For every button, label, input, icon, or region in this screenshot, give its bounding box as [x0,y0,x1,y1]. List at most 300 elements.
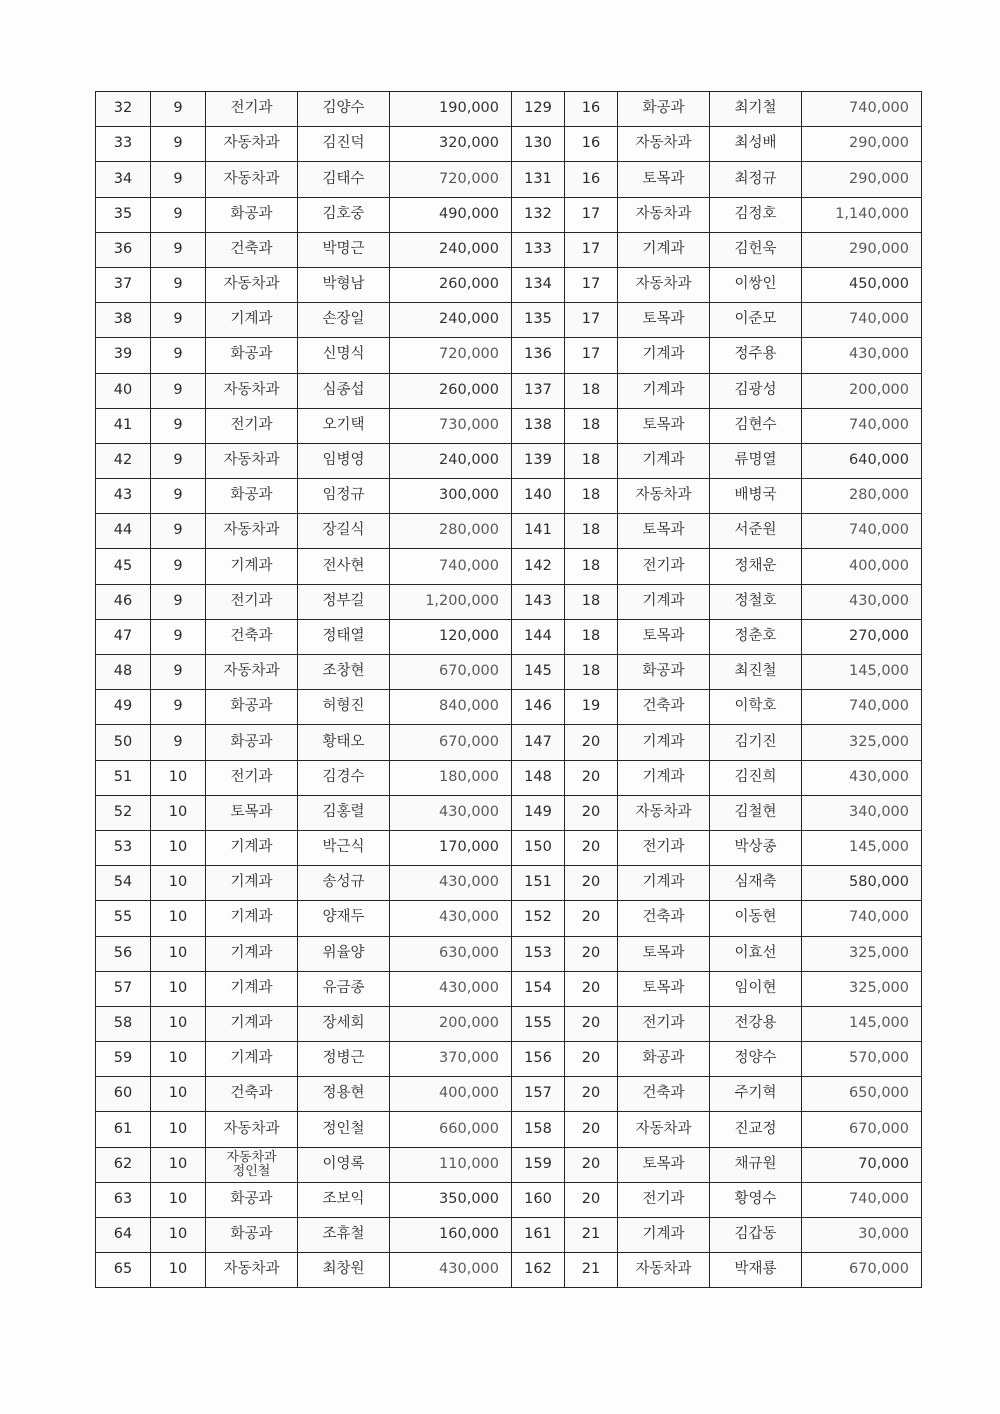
left-row-number-cell: 55 [96,901,151,936]
right-person-name-cell: 김갑동 [710,1218,802,1253]
right-department-cell: 화공과 [618,655,710,690]
right-department-cell: 자동차과 [618,127,710,162]
right-class-year-cell: 18 [565,619,618,654]
right-class-year-cell: 18 [565,479,618,514]
left-department-cell: 화공과 [206,338,298,373]
right-person-name-cell: 박재룡 [710,1253,802,1288]
left-amount-cell: 720,000 [390,162,512,197]
left-person-name-cell: 정병근 [298,1042,390,1077]
right-class-year-cell: 20 [565,1147,618,1182]
right-department-cell: 자동차과 [618,267,710,302]
right-amount-cell: 740,000 [802,1182,922,1217]
left-person-name-cell: 심종섭 [298,373,390,408]
right-row-number-cell: 142 [512,549,565,584]
left-amount-cell: 490,000 [390,197,512,232]
table-row [96,338,922,373]
left-department-cell: 화공과 [206,1218,298,1253]
left-department-cell: 자동차과 [206,655,298,690]
right-class-year-cell: 20 [565,1112,618,1147]
right-department-cell: 자동차과 [618,795,710,830]
right-class-year-cell: 21 [565,1253,618,1288]
left-row-number-cell: 33 [96,127,151,162]
left-amount-cell: 670,000 [390,655,512,690]
table-row [96,127,922,162]
left-person-name-cell: 양재두 [298,901,390,936]
left-amount-cell: 430,000 [390,866,512,901]
table-row [96,971,922,1006]
right-department-cell: 건축과 [618,901,710,936]
right-row-number-cell: 137 [512,373,565,408]
right-row-number-cell: 132 [512,197,565,232]
left-class-year-cell: 9 [151,92,206,127]
right-department-cell: 토목과 [618,1147,710,1182]
right-class-year-cell: 20 [565,760,618,795]
left-department-cell: 전기과 [206,408,298,443]
left-department-cell: 전기과 [206,584,298,619]
left-person-name-cell: 신명식 [298,338,390,373]
right-row-number-cell: 135 [512,303,565,338]
table-row [96,760,922,795]
right-person-name-cell: 김진희 [710,760,802,795]
left-class-year-cell: 9 [151,197,206,232]
left-department-cell: 전기과 [206,92,298,127]
table-row [96,619,922,654]
right-row-number-cell: 155 [512,1006,565,1041]
left-amount-cell: 200,000 [390,1006,512,1041]
right-department-cell: 화공과 [618,1042,710,1077]
left-row-number-cell: 32 [96,92,151,127]
right-row-number-cell: 131 [512,162,565,197]
left-row-number-cell: 61 [96,1112,151,1147]
left-class-year-cell: 9 [151,373,206,408]
table-row [96,1182,922,1217]
right-amount-cell: 270,000 [802,619,922,654]
left-row-number-cell: 56 [96,936,151,971]
right-department-cell: 자동차과 [618,1253,710,1288]
left-department-cell: 자동차과 [206,162,298,197]
left-person-name-cell: 오기택 [298,408,390,443]
table-row [96,1218,922,1253]
table-row [96,197,922,232]
table-row [96,690,922,725]
right-person-name-cell: 이쌍인 [710,267,802,302]
left-amount-cell: 190,000 [390,92,512,127]
left-department-cell: 자동차과 [206,514,298,549]
right-class-year-cell: 20 [565,725,618,760]
right-row-number-cell: 147 [512,725,565,760]
left-person-name-cell: 전사현 [298,549,390,584]
left-amount-cell: 240,000 [390,303,512,338]
left-class-year-cell: 10 [151,1042,206,1077]
right-person-name-cell: 박상종 [710,830,802,865]
table-row [96,655,922,690]
left-person-name-cell: 김홍렬 [298,795,390,830]
right-department-cell: 토목과 [618,162,710,197]
left-department-cell: 화공과 [206,1182,298,1217]
left-class-year-cell: 9 [151,267,206,302]
right-amount-cell: 70,000 [802,1147,922,1182]
right-department-cell: 기계과 [618,373,710,408]
table-row [96,92,922,127]
left-class-year-cell: 9 [151,479,206,514]
right-row-number-cell: 143 [512,584,565,619]
right-person-name-cell: 이효선 [710,936,802,971]
right-person-name-cell: 이준모 [710,303,802,338]
right-class-year-cell: 17 [565,232,618,267]
department-line-2: 정인철 [232,1163,271,1179]
right-row-number-cell: 160 [512,1182,565,1217]
left-row-number-cell: 41 [96,408,151,443]
left-department-cell: 기계과 [206,901,298,936]
left-class-year-cell: 10 [151,901,206,936]
left-amount-cell: 430,000 [390,901,512,936]
left-row-number-cell: 34 [96,162,151,197]
right-class-year-cell: 18 [565,655,618,690]
left-person-name-cell: 최창원 [298,1253,390,1288]
right-row-number-cell: 134 [512,267,565,302]
right-row-number-cell: 130 [512,127,565,162]
left-class-year-cell: 10 [151,1112,206,1147]
right-person-name-cell: 이동현 [710,901,802,936]
left-amount-cell: 120,000 [390,619,512,654]
left-row-number-cell: 52 [96,795,151,830]
right-department-cell: 토목과 [618,408,710,443]
right-row-number-cell: 139 [512,443,565,478]
left-amount-cell: 320,000 [390,127,512,162]
left-person-name-cell: 위율양 [298,936,390,971]
right-amount-cell: 450,000 [802,267,922,302]
right-class-year-cell: 17 [565,197,618,232]
right-amount-cell: 290,000 [802,127,922,162]
table-row [96,303,922,338]
left-person-name-cell: 정인철 [298,1112,390,1147]
left-amount-cell: 430,000 [390,1253,512,1288]
left-person-name-cell: 유금종 [298,971,390,1006]
left-person-name-cell: 허형진 [298,690,390,725]
right-person-name-cell: 진교정 [710,1112,802,1147]
left-row-number-cell: 54 [96,866,151,901]
table-row [96,162,922,197]
right-class-year-cell: 20 [565,971,618,1006]
right-class-year-cell: 16 [565,127,618,162]
table-row [96,584,922,619]
right-row-number-cell: 159 [512,1147,565,1182]
table-row [96,1077,922,1112]
right-person-name-cell: 김정호 [710,197,802,232]
left-row-number-cell: 53 [96,830,151,865]
right-amount-cell: 650,000 [802,1077,922,1112]
right-person-name-cell: 류명열 [710,443,802,478]
right-amount-cell: 325,000 [802,725,922,760]
right-amount-cell: 740,000 [802,514,922,549]
left-department-cell: 화공과 [206,479,298,514]
left-class-year-cell: 9 [151,162,206,197]
left-person-name-cell: 장길식 [298,514,390,549]
right-class-year-cell: 21 [565,1218,618,1253]
donation-ledger-table [95,91,922,1288]
right-row-number-cell: 136 [512,338,565,373]
right-department-cell: 기계과 [618,232,710,267]
left-class-year-cell: 9 [151,408,206,443]
left-person-name-cell: 황태오 [298,725,390,760]
left-person-name-cell: 송성규 [298,866,390,901]
left-row-number-cell: 45 [96,549,151,584]
left-class-year-cell: 10 [151,1182,206,1217]
right-class-year-cell: 17 [565,267,618,302]
left-class-year-cell: 10 [151,936,206,971]
left-class-year-cell: 10 [151,1077,206,1112]
left-row-number-cell: 47 [96,619,151,654]
right-class-year-cell: 17 [565,303,618,338]
right-class-year-cell: 20 [565,1006,618,1041]
right-class-year-cell: 20 [565,1042,618,1077]
table-row [96,479,922,514]
left-amount-cell: 240,000 [390,443,512,478]
left-class-year-cell: 9 [151,725,206,760]
right-person-name-cell: 배병국 [710,479,802,514]
left-row-number-cell: 39 [96,338,151,373]
left-department-cell: 자동차과 [206,373,298,408]
right-amount-cell: 325,000 [802,936,922,971]
right-department-cell: 건축과 [618,1077,710,1112]
right-class-year-cell: 20 [565,1182,618,1217]
left-row-number-cell: 64 [96,1218,151,1253]
left-amount-cell: 720,000 [390,338,512,373]
right-class-year-cell: 18 [565,373,618,408]
left-row-number-cell: 36 [96,232,151,267]
right-amount-cell: 740,000 [802,901,922,936]
left-amount-cell: 370,000 [390,1042,512,1077]
right-row-number-cell: 149 [512,795,565,830]
right-department-cell: 화공과 [618,92,710,127]
left-department-cell: 기계과 [206,971,298,1006]
right-amount-cell: 30,000 [802,1218,922,1253]
right-person-name-cell: 김철현 [710,795,802,830]
left-row-number-cell: 63 [96,1182,151,1217]
left-class-year-cell: 10 [151,866,206,901]
left-person-name-cell: 박명근 [298,232,390,267]
right-class-year-cell: 18 [565,408,618,443]
right-person-name-cell: 최기철 [710,92,802,127]
right-department-cell: 전기과 [618,1006,710,1041]
left-department-cell [206,1147,298,1182]
left-person-name-cell: 김태수 [298,162,390,197]
right-amount-cell: 200,000 [802,373,922,408]
right-row-number-cell: 151 [512,866,565,901]
right-person-name-cell: 최정규 [710,162,802,197]
right-amount-cell: 1,140,000 [802,197,922,232]
right-row-number-cell: 162 [512,1253,565,1288]
left-row-number-cell: 44 [96,514,151,549]
right-person-name-cell: 임이현 [710,971,802,1006]
left-department-cell: 기계과 [206,1006,298,1041]
right-department-cell: 토목과 [618,971,710,1006]
right-amount-cell: 740,000 [802,408,922,443]
left-row-number-cell: 46 [96,584,151,619]
left-amount-cell: 840,000 [390,690,512,725]
table-row [96,901,922,936]
left-department-cell: 토목과 [206,795,298,830]
left-class-year-cell: 10 [151,1006,206,1041]
left-amount-cell: 350,000 [390,1182,512,1217]
right-amount-cell: 430,000 [802,760,922,795]
left-amount-cell: 1,200,000 [390,584,512,619]
left-department-cell: 화공과 [206,725,298,760]
left-amount-cell: 170,000 [390,830,512,865]
right-amount-cell: 740,000 [802,92,922,127]
right-person-name-cell: 정주용 [710,338,802,373]
right-person-name-cell: 정춘호 [710,619,802,654]
left-person-name-cell: 조휴철 [298,1218,390,1253]
left-row-number-cell: 43 [96,479,151,514]
table-row [96,1112,922,1147]
left-amount-cell: 240,000 [390,232,512,267]
left-person-name-cell: 조보익 [298,1182,390,1217]
left-row-number-cell: 48 [96,655,151,690]
right-amount-cell: 145,000 [802,655,922,690]
left-row-number-cell: 40 [96,373,151,408]
right-class-year-cell: 20 [565,795,618,830]
left-person-name-cell: 김호중 [298,197,390,232]
right-person-name-cell: 전강용 [710,1006,802,1041]
right-class-year-cell: 20 [565,936,618,971]
left-row-number-cell: 37 [96,267,151,302]
right-amount-cell: 670,000 [802,1112,922,1147]
left-class-year-cell: 9 [151,338,206,373]
right-person-name-cell: 이학호 [710,690,802,725]
right-department-cell: 기계과 [618,1218,710,1253]
right-row-number-cell: 150 [512,830,565,865]
left-amount-cell: 400,000 [390,1077,512,1112]
left-amount-cell: 110,000 [390,1147,512,1182]
right-department-cell: 기계과 [618,584,710,619]
right-row-number-cell: 154 [512,971,565,1006]
left-department-cell: 자동차과 [206,1253,298,1288]
left-amount-cell: 260,000 [390,267,512,302]
right-department-cell: 전기과 [618,549,710,584]
left-person-name-cell: 이영록 [298,1147,390,1182]
right-row-number-cell: 153 [512,936,565,971]
left-department-cell: 전기과 [206,760,298,795]
table-row [96,373,922,408]
right-person-name-cell: 김광성 [710,373,802,408]
table-row [96,443,922,478]
table-row [96,795,922,830]
right-row-number-cell: 129 [512,92,565,127]
right-department-cell: 토목과 [618,514,710,549]
left-class-year-cell: 9 [151,619,206,654]
table-row [96,267,922,302]
right-class-year-cell: 20 [565,1077,618,1112]
left-class-year-cell: 10 [151,795,206,830]
table-row [96,830,922,865]
left-department-cell: 기계과 [206,830,298,865]
right-amount-cell: 145,000 [802,830,922,865]
right-person-name-cell: 최진철 [710,655,802,690]
left-amount-cell: 160,000 [390,1218,512,1253]
left-amount-cell: 430,000 [390,795,512,830]
right-amount-cell: 280,000 [802,479,922,514]
right-row-number-cell: 138 [512,408,565,443]
left-class-year-cell: 10 [151,830,206,865]
right-row-number-cell: 148 [512,760,565,795]
right-person-name-cell: 황영수 [710,1182,802,1217]
right-person-name-cell: 최성배 [710,127,802,162]
table-row [96,408,922,443]
right-person-name-cell: 서준원 [710,514,802,549]
left-row-number-cell: 62 [96,1147,151,1182]
right-row-number-cell: 156 [512,1042,565,1077]
right-row-number-cell: 158 [512,1112,565,1147]
table-row [96,549,922,584]
left-row-number-cell: 58 [96,1006,151,1041]
left-person-name-cell: 조창현 [298,655,390,690]
left-department-cell: 건축과 [206,619,298,654]
right-person-name-cell: 채규원 [710,1147,802,1182]
left-person-name-cell: 임정규 [298,479,390,514]
right-amount-cell: 570,000 [802,1042,922,1077]
right-amount-cell: 400,000 [802,549,922,584]
right-row-number-cell: 140 [512,479,565,514]
right-row-number-cell: 144 [512,619,565,654]
right-class-year-cell: 20 [565,901,618,936]
right-department-cell: 기계과 [618,338,710,373]
left-row-number-cell: 50 [96,725,151,760]
right-person-name-cell: 심재축 [710,866,802,901]
left-class-year-cell: 10 [151,1253,206,1288]
left-person-name-cell: 임병영 [298,443,390,478]
right-row-number-cell: 157 [512,1077,565,1112]
table-row [96,232,922,267]
right-person-name-cell: 김기진 [710,725,802,760]
left-amount-cell: 430,000 [390,971,512,1006]
left-amount-cell: 630,000 [390,936,512,971]
department-line-1: 자동차과 [226,1149,277,1165]
right-class-year-cell: 16 [565,162,618,197]
right-row-number-cell: 145 [512,655,565,690]
left-department-cell: 건축과 [206,1077,298,1112]
right-person-name-cell: 정양수 [710,1042,802,1077]
left-person-name-cell: 정부길 [298,584,390,619]
right-class-year-cell: 19 [565,690,618,725]
left-department-cell: 건축과 [206,232,298,267]
right-person-name-cell: 정철호 [710,584,802,619]
left-class-year-cell: 10 [151,971,206,1006]
table-row [96,1006,922,1041]
left-person-name-cell: 김양수 [298,92,390,127]
left-person-name-cell: 장세회 [298,1006,390,1041]
right-row-number-cell: 152 [512,901,565,936]
right-department-cell: 기계과 [618,760,710,795]
right-class-year-cell: 18 [565,443,618,478]
left-department-cell: 기계과 [206,549,298,584]
left-class-year-cell: 9 [151,690,206,725]
right-amount-cell: 325,000 [802,971,922,1006]
left-row-number-cell: 49 [96,690,151,725]
left-class-year-cell: 9 [151,584,206,619]
left-department-cell: 자동차과 [206,443,298,478]
left-person-name-cell: 박근식 [298,830,390,865]
left-class-year-cell: 10 [151,1147,206,1182]
ledger-body [96,92,922,1288]
right-department-cell: 건축과 [618,690,710,725]
right-amount-cell: 740,000 [802,303,922,338]
left-department-cell: 자동차과 [206,267,298,302]
left-amount-cell: 180,000 [390,760,512,795]
left-class-year-cell: 9 [151,303,206,338]
table-row [96,725,922,760]
right-class-year-cell: 18 [565,584,618,619]
